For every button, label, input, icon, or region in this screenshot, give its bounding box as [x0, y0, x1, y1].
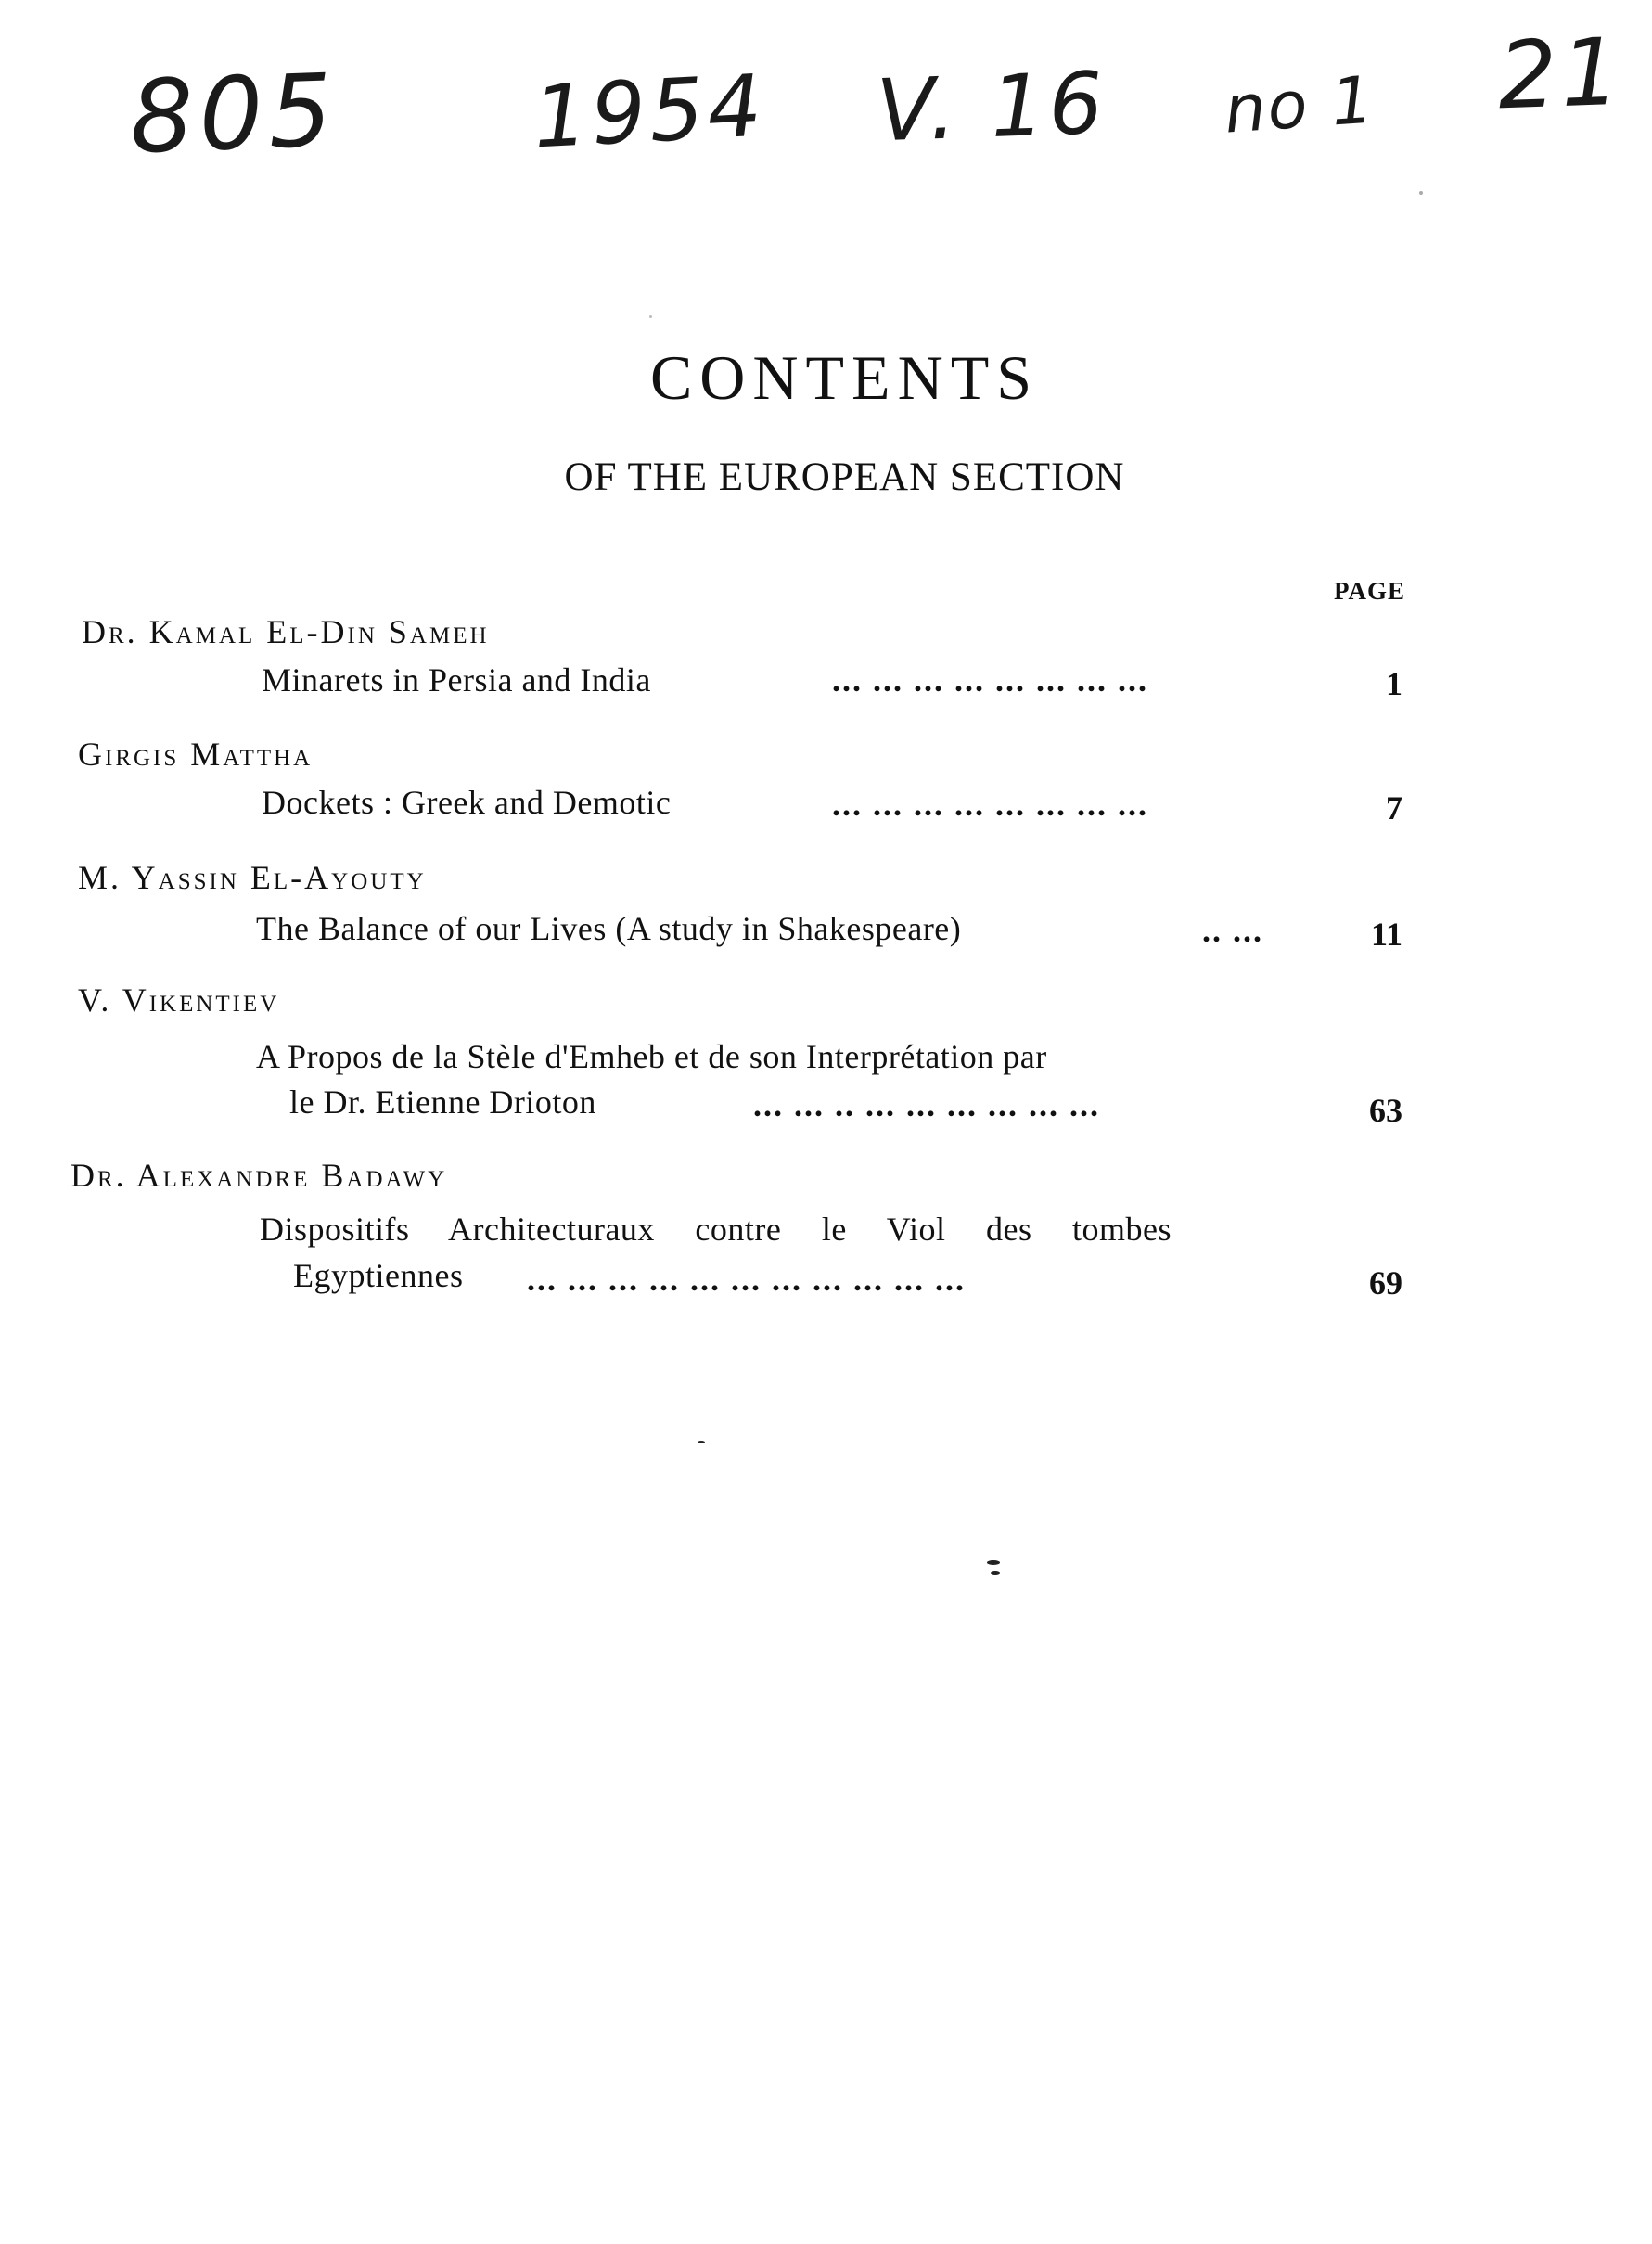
entry-leaders: ... ... ... ... ... ... ... ...: [832, 661, 1148, 699]
entry-title-line: Dockets : Greek and Demotic: [262, 784, 672, 821]
entry-leaders: ... ... ... ... ... ... ... ...: [832, 786, 1148, 823]
contents-subtitle: OF THE EUROPEAN SECTION: [564, 455, 1125, 499]
entry-author: M. Yassin El-Ayouty: [78, 859, 427, 896]
entry-page-number: 1: [1386, 665, 1402, 702]
scan-speck: [1419, 191, 1423, 195]
entry-page-number: 69: [1369, 1264, 1402, 1302]
entry-leaders: ... ... .. ... ... ... ... ... ...: [753, 1086, 1100, 1123]
scan-speck: [987, 1560, 1000, 1565]
entry-page-number: 7: [1386, 789, 1402, 827]
entry-leaders: ... ... ... ... ... ... ... ... ... ... ...: [527, 1261, 966, 1298]
entry-title-line: The Balance of our Lives (A study in Shakespeare): [256, 910, 962, 947]
entry-author: Girgis Mattha: [78, 736, 314, 773]
entry-title-line: Minarets in Persia and India: [262, 661, 651, 699]
page-column-heading: PAGE: [1334, 577, 1405, 605]
entry-author: Dr. Alexandre Badawy: [70, 1157, 448, 1194]
scan-speck: [698, 1441, 705, 1443]
handwritten-volume: V. 16: [875, 53, 1108, 161]
handwritten-year: 1954: [531, 56, 768, 168]
handwritten-corner-number: 21: [1495, 17, 1626, 131]
entry-page-number: 63: [1369, 1092, 1402, 1129]
entry-leaders: .. ...: [1202, 912, 1263, 949]
entry-page-number: 11: [1370, 916, 1402, 953]
handwritten-issue-number: no 1: [1222, 61, 1377, 148]
entry-author: Dr. Kamal El-Din Sameh: [82, 613, 490, 650]
contents-title: CONTENTS: [649, 342, 1040, 413]
entry-title-line: Dispositifs Architecturaux contre le Viol des tombes: [260, 1211, 1172, 1248]
entry-author: V. Vikentiev: [78, 981, 280, 1019]
entry-title-line: le Dr. Etienne Drioton: [289, 1084, 596, 1121]
scan-speck: [649, 315, 652, 318]
entry-title-line: Egyptiennes: [293, 1257, 464, 1294]
entry-title-line: A Propos de la Stèle d'Emheb et de son Interprétation par: [256, 1038, 1047, 1075]
scan-speck: [991, 1571, 1000, 1575]
handwritten-shelf-number: 805: [127, 53, 340, 176]
